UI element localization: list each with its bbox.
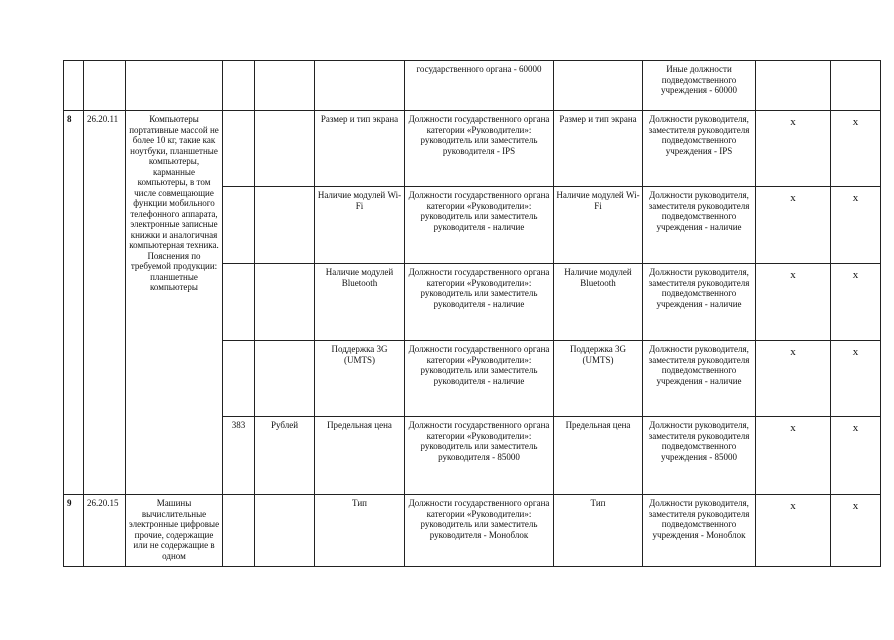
unit-name-cell: [255, 61, 315, 111]
unit-name-cell: Рублей: [255, 417, 315, 495]
okpd-code-cell: 26.20.11: [84, 111, 126, 495]
row-number-cell: [64, 61, 84, 111]
function-cell: x: [831, 187, 881, 264]
subordinate-value-cell: Иные должности подведомственного учреждения - 60000: [643, 61, 756, 111]
characteristics-table: [63, 60, 881, 567]
okei-code-cell: [223, 495, 255, 567]
gov-body-value-cell: Должности государственного органа категории «Руководители»: руководитель или заместитель руководителя - наличие: [405, 187, 554, 264]
characteristic-cell: [554, 61, 643, 111]
characteristic-cell: Тип: [554, 495, 643, 567]
unit-name-cell: [255, 264, 315, 341]
subordinate-value-cell: Должности руководителя, заместителя руководителя подведомственного учреждения - 85000: [643, 417, 756, 495]
unit-name-cell: [255, 111, 315, 187]
gov-body-value-cell: Должности государственного органа категории «Руководители»: руководитель или заместитель руководителя - 85000: [405, 417, 554, 495]
characteristic-cell: Поддержка 3G (UMTS): [554, 341, 643, 417]
characteristic-cell: Предельная цена: [315, 417, 405, 495]
characteristic-cell: Предельная цена: [554, 417, 643, 495]
subordinate-value-cell: Должности руководителя, заместителя руководителя подведомственного учреждения - наличие: [643, 341, 756, 417]
characteristic-cell: Наличие модулей Wi-Fi: [554, 187, 643, 264]
okei-code-cell: [223, 264, 255, 341]
characteristic-cell: Поддержка 3G (UMTS): [315, 341, 405, 417]
gov-body-value-cell: государственного органа - 60000: [405, 61, 554, 111]
characteristic-cell: [315, 61, 405, 111]
product-name-cell: [126, 61, 223, 111]
function-cell: x: [831, 111, 881, 187]
characteristic-cell: Наличие модулей Bluetooth: [315, 264, 405, 341]
function-cell: x: [831, 264, 881, 341]
justification-cell: x: [756, 111, 831, 187]
unit-name-cell: [255, 495, 315, 567]
justification-cell: x: [756, 341, 831, 417]
gov-body-value-cell: Должности государственного органа категории «Руководители»: руководитель или заместитель руководителя - наличие: [405, 341, 554, 417]
function-cell: x: [831, 495, 881, 567]
product-name-cell: Машины вычислительные электронные цифровые прочие, содержащие или не содержащие в одном: [126, 495, 223, 567]
subordinate-value-cell: Должности руководителя, заместителя руководителя подведомственного учреждения - наличие: [643, 264, 756, 341]
okpd-code-cell: 26.20.15: [84, 495, 126, 567]
okei-code-cell: 383: [223, 417, 255, 495]
gov-body-value-cell: Должности государственного органа категории «Руководители»: руководитель или заместитель руководителя - IPS: [405, 111, 554, 187]
subordinate-value-cell: Должности руководителя, заместителя руководителя подведомственного учреждения - наличие: [643, 187, 756, 264]
unit-name-cell: [255, 187, 315, 264]
characteristic-cell: Размер и тип экрана: [315, 111, 405, 187]
characteristic-cell: Наличие модулей Wi-Fi: [315, 187, 405, 264]
okpd-code-cell: [84, 61, 126, 111]
justification-cell: x: [756, 417, 831, 495]
characteristic-cell: Наличие модулей Bluetooth: [554, 264, 643, 341]
table-row: [64, 61, 881, 111]
characteristic-cell: Тип: [315, 495, 405, 567]
function-cell: x: [831, 417, 881, 495]
okei-code-cell: [223, 341, 255, 417]
table-row: [64, 495, 881, 567]
row-number-cell: 8: [64, 111, 84, 495]
row-number-cell: 9: [64, 495, 84, 567]
okei-code-cell: [223, 111, 255, 187]
subordinate-value-cell: Должности руководителя, заместителя руководителя подведомственного учреждения - Моноблок: [643, 495, 756, 567]
justification-cell: x: [756, 495, 831, 567]
characteristic-cell: Размер и тип экрана: [554, 111, 643, 187]
gov-body-value-cell: Должности государственного органа категории «Руководители»: руководитель или заместитель руководителя - наличие: [405, 264, 554, 341]
subordinate-value-cell: Должности руководителя, заместителя руководителя подведомственного учреждения - IPS: [643, 111, 756, 187]
function-cell: [831, 61, 881, 111]
unit-name-cell: [255, 341, 315, 417]
function-cell: x: [831, 341, 881, 417]
table-row: [64, 111, 881, 187]
gov-body-value-cell: Должности государственного органа категории «Руководители»: руководитель или заместитель руководителя - Моноблок: [405, 495, 554, 567]
justification-cell: x: [756, 187, 831, 264]
okei-code-cell: [223, 61, 255, 111]
justification-cell: x: [756, 264, 831, 341]
product-name-cell: Компьютеры портативные массой не более 10 кг, такие как ноутбуки, планшетные компьютеры, карманные компьютеры, в том числе совмещающие функции мобильного телефонного аппарата, электронные записные книжки и аналогичная компьютерная техника. Пояснения по требуемой продукции: планшетные компьютеры: [126, 111, 223, 495]
justification-cell: [756, 61, 831, 111]
okei-code-cell: [223, 187, 255, 264]
